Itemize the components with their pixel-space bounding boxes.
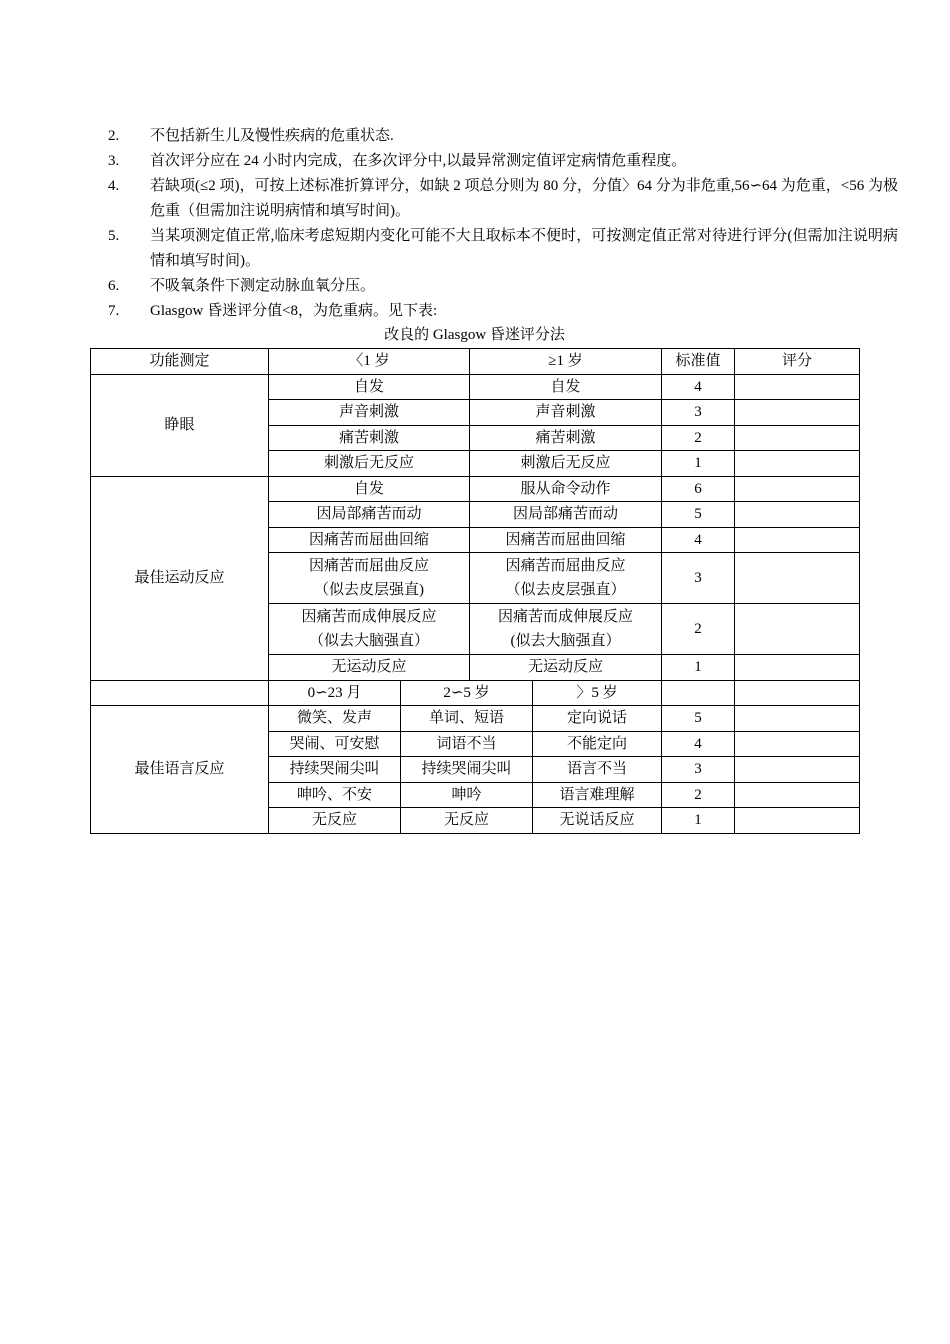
cell-over-5-years: 语言不当: [533, 757, 662, 783]
verbal-age-header-row: [91, 680, 860, 706]
cell-over-1: [470, 604, 662, 655]
cell-line: 因痛苦而屈曲反应: [505, 558, 626, 574]
cell-score: [735, 808, 860, 834]
cell-over-1: 服从命令动作: [470, 476, 662, 502]
cell-score: [735, 757, 860, 783]
cell-2-5-years: 词语不当: [401, 731, 533, 757]
table-row: [91, 374, 860, 400]
cell-score: [735, 425, 860, 451]
cell-score: [735, 527, 860, 553]
cell-empty: [91, 680, 269, 706]
age-2-5-years: 2∽5 岁: [401, 680, 533, 706]
note-item: [108, 274, 898, 299]
cell-standard: 3: [662, 757, 735, 783]
cell-standard: 4: [662, 374, 735, 400]
note-text: 不吸氧条件下测定动脉血氧分压。: [150, 278, 376, 294]
cell-under-1: [269, 604, 470, 655]
cell-score: [735, 655, 860, 681]
cell-under-1: 自发: [269, 476, 470, 502]
cell-under-1: 自发: [269, 374, 470, 400]
cell-standard: 3: [662, 400, 735, 426]
cell-score: [735, 706, 860, 732]
notes-list: [108, 124, 898, 324]
cell-standard: 1: [662, 808, 735, 834]
cell-score: [735, 553, 860, 604]
cell-standard: 5: [662, 706, 735, 732]
cell-line: (似去大脑强直）: [510, 633, 621, 649]
cell-score: [735, 374, 860, 400]
cell-score: [735, 451, 860, 477]
cell-over-1: 刺激后无反应: [470, 451, 662, 477]
cell-2-5-years: 单词、短语: [401, 706, 533, 732]
cell-2-5-years: 呻吟: [401, 782, 533, 808]
cell-line: （似去大脑强直）: [309, 633, 430, 649]
cell-under-1: 因局部痛苦而动: [269, 502, 470, 528]
cell-0-23-months: 无反应: [269, 808, 401, 834]
cell-2-5-years: 持续哭闹尖叫: [401, 757, 533, 783]
note-number: 7.: [108, 303, 120, 319]
cell-under-1: [269, 553, 470, 604]
table-row: [91, 706, 860, 732]
cell-score: [735, 604, 860, 655]
cell-standard: 3: [662, 553, 735, 604]
header-over-1-year: ≥1 岁: [470, 349, 662, 375]
cell-over-1: 痛苦刺激: [470, 425, 662, 451]
motor-response-label: 最佳运动反应: [91, 476, 269, 680]
note-number: 5.: [108, 228, 120, 244]
eye-opening-label: 睁眼: [91, 374, 269, 476]
cell-line: （似去皮层强直）: [505, 582, 626, 598]
note-text: Glasgow 昏迷评分值<8，为危重病。见下表:: [150, 303, 438, 319]
header-function: 功能测定: [91, 349, 269, 375]
table-caption: 改良的 Glasgow 昏迷评分法: [384, 327, 565, 343]
cell-line: 因痛苦而成伸展反应: [498, 609, 634, 625]
table-row: [91, 476, 860, 502]
verbal-response-label: 最佳语言反应: [91, 706, 269, 834]
cell-standard: 6: [662, 476, 735, 502]
cell-over-5-years: 语言难理解: [533, 782, 662, 808]
cell-score: [735, 400, 860, 426]
cell-under-1: 刺激后无反应: [269, 451, 470, 477]
age-0-23-months: 0∽23 月: [269, 680, 401, 706]
header-under-1-year: 〈1 岁: [269, 349, 470, 375]
glasgow-coma-table: [90, 348, 860, 834]
table-header-row: [91, 349, 860, 375]
note-number: 4.: [108, 178, 120, 194]
cell-score: [735, 731, 860, 757]
cell-over-5-years: 无说话反应: [533, 808, 662, 834]
cell-over-1: 自发: [470, 374, 662, 400]
cell-over-5-years: 定向说话: [533, 706, 662, 732]
cell-standard: 2: [662, 782, 735, 808]
cell-2-5-years: 无反应: [401, 808, 533, 834]
note-item: [108, 149, 898, 174]
cell-over-5-years: 不能定向: [533, 731, 662, 757]
cell-standard: 2: [662, 604, 735, 655]
note-text: 不包括新生儿及慢性疾病的危重状态.: [150, 128, 394, 144]
age-over-5-years: 〉5 岁: [533, 680, 662, 706]
cell-standard: 2: [662, 425, 735, 451]
cell-line: 因痛苦而成伸展反应: [301, 609, 437, 625]
cell-0-23-months: 微笑、发声: [269, 706, 401, 732]
cell-score: [735, 782, 860, 808]
cell-under-1: 声音刺激: [269, 400, 470, 426]
note-number: 2.: [108, 128, 120, 144]
cell-0-23-months: 持续哭闹尖叫: [269, 757, 401, 783]
cell-standard: 5: [662, 502, 735, 528]
cell-score: [735, 476, 860, 502]
cell-standard: 1: [662, 655, 735, 681]
cell-line: 因痛苦而屈曲反应: [309, 558, 430, 574]
cell-over-1: 无运动反应: [470, 655, 662, 681]
note-item: [108, 174, 898, 224]
cell-over-1: [470, 553, 662, 604]
note-text: 若缺项(≤2 项)，可按上述标准折算评分，如缺 2 项总分则为 80 分，分值〉64 分为非危重,56∽64 为危重，<56 为极危重（但需加注说明病情和填写时间)。: [150, 178, 899, 219]
note-item: [108, 124, 898, 149]
header-standard-value: 标准值: [662, 349, 735, 375]
cell-score: [735, 502, 860, 528]
note-item: [108, 299, 898, 324]
cell-empty: [662, 680, 735, 706]
note-text: 首次评分应在 24 小时内完成，在多次评分中,以最异常测定值评定病情危重程度。: [150, 153, 687, 169]
cell-under-1: 因痛苦而屈曲回缩: [269, 527, 470, 553]
cell-under-1: 无运动反应: [269, 655, 470, 681]
cell-standard: 4: [662, 731, 735, 757]
cell-0-23-months: 呻吟、不安: [269, 782, 401, 808]
cell-over-1: 因局部痛苦而动: [470, 502, 662, 528]
cell-over-1: 因痛苦而屈曲回缩: [470, 527, 662, 553]
cell-0-23-months: 哭闹、可安慰: [269, 731, 401, 757]
cell-under-1: 痛苦刺激: [269, 425, 470, 451]
note-text: 当某项测定值正常,临床考虑短期内变化可能不大且取标本不便时，可按测定值正常对待进行评分(但需加注说明病情和填写时间)。: [150, 228, 898, 269]
cell-empty: [735, 680, 860, 706]
cell-standard: 1: [662, 451, 735, 477]
cell-over-1: 声音刺激: [470, 400, 662, 426]
cell-standard: 4: [662, 527, 735, 553]
cell-line: （似去皮层强直): [314, 582, 424, 598]
header-score: 评分: [735, 349, 860, 375]
note-number: 6.: [108, 278, 120, 294]
note-number: 3.: [108, 153, 120, 169]
note-item: [108, 224, 898, 274]
